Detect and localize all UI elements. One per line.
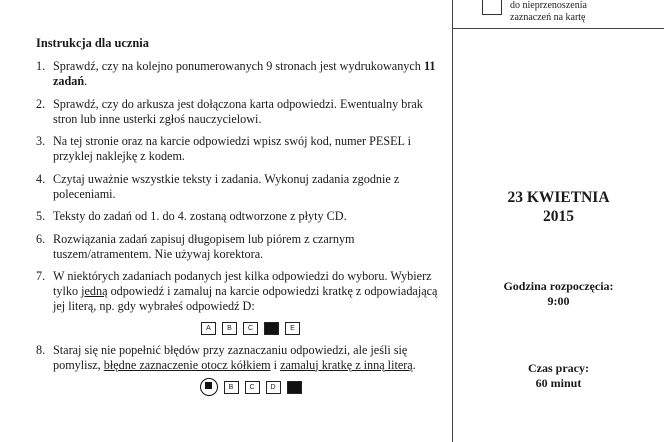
exam-date <box>453 188 664 226</box>
start-time-value: 9:00 <box>547 294 570 308</box>
exam-date-line-1: 23 KWIETNIA <box>507 189 610 206</box>
instructions-list <box>36 59 448 399</box>
item-text: Sprawdź, czy na kolejno ponumerowanych 9 stronach jest wydrukowanych <box>53 59 424 73</box>
answer-box-a: A <box>201 322 216 335</box>
item-text: Staraj się nie popełnić błędów przy zaznaczaniu odpowiedzi, ale jeśli się pomylisz, <box>53 342 408 372</box>
answer-box-c: C <box>245 381 260 394</box>
item-text: Na tej stronie oraz na karcie odpowiedzi wpisz swój kod, numer PESEL i przyklej naklejkę z kodem. <box>53 134 411 163</box>
item-underlined-2: zamaluj kratkę z inną literą <box>280 357 413 372</box>
item-number: 5. <box>36 209 46 223</box>
instruction-item-7 <box>36 269 448 335</box>
answer-box-b: B <box>224 381 239 394</box>
instruction-item-1 <box>36 59 448 89</box>
answer-box-e-filled <box>287 381 302 394</box>
instruction-item-8 <box>36 343 448 399</box>
checkbox[interactable] <box>482 0 502 15</box>
instruction-item-4 <box>36 172 448 202</box>
item-text-mid: i <box>270 357 281 372</box>
answer-box-e: E <box>285 322 300 335</box>
example-correction-boxes <box>53 381 448 399</box>
instruction-item-2 <box>36 97 448 127</box>
item-text-end: odpowiedź i zamaluj na karcie odpowiedzi kratkę z odpowiadającą jej literą, np. gdy wybrałeś odpowiedź D: <box>53 284 438 313</box>
start-time <box>453 279 664 309</box>
item-text: Teksty do zadań od 1. do 4. zostaną odtworzone z płyty CD. <box>53 209 347 223</box>
top-note-line-2: zaznaczeń na kartę <box>510 12 586 23</box>
duration-value: 60 minut <box>535 376 582 390</box>
item-text: Czytaj uważnie wszystkie teksty i zadania. Wykonuj zadania zgodnie z poleceniami. <box>53 171 400 201</box>
top-right-rule <box>452 28 664 29</box>
item-text: Rozwiązania zadań zapisuj długopisem lub piórem z czarnym tuszem/atramentem. Nie używaj korektora. <box>53 231 355 261</box>
item-number: 4. <box>36 171 46 186</box>
instruction-item-6 <box>36 232 448 262</box>
item-text: W niektórych zadaniach podanych jest kilka odpowiedzi do wyboru. Wybierz tylko <box>53 269 432 298</box>
instructions-section <box>36 36 448 406</box>
answer-box-b: B <box>222 322 237 335</box>
top-note-line-1: do nieprzenoszenia <box>510 0 587 11</box>
example-answer-boxes <box>53 322 448 335</box>
answer-box-d: D <box>266 381 281 394</box>
answer-box-c: C <box>243 322 258 335</box>
item-bold: 11 zadań <box>53 59 436 88</box>
item-number: 3. <box>36 134 46 148</box>
top-note <box>510 0 587 24</box>
instruction-item-3 <box>36 134 448 164</box>
item-text: Sprawdź, czy do arkusza jest dołączona karta odpowiedzi. Ewentualny brak stron lub inne usterki zgłoś nauczycielowi. <box>53 96 423 126</box>
item-number: 8. <box>36 342 46 357</box>
item-number: 7. <box>36 269 46 283</box>
item-underlined-1: błędne zaznaczenie otocz kółkiem <box>103 357 271 372</box>
item-number: 2. <box>36 96 46 111</box>
item-underlined: jedną <box>81 284 108 298</box>
item-text-end: . <box>412 357 416 372</box>
answer-box-d-filled <box>264 322 279 335</box>
instruction-item-5 <box>36 209 448 224</box>
filled-mark <box>205 382 212 389</box>
exam-date-line-2: 2015 <box>543 208 574 225</box>
answer-box-a-circled <box>200 378 218 396</box>
instructions-heading: Instrukcja dla ucznia <box>36 36 149 50</box>
item-text-end: . <box>84 74 88 88</box>
duration-label: Czas pracy: <box>528 361 589 375</box>
start-time-label: Godzina rozpoczęcia: <box>503 279 614 293</box>
duration <box>453 361 664 391</box>
item-number: 1. <box>36 59 46 73</box>
item-number: 6. <box>36 231 46 246</box>
